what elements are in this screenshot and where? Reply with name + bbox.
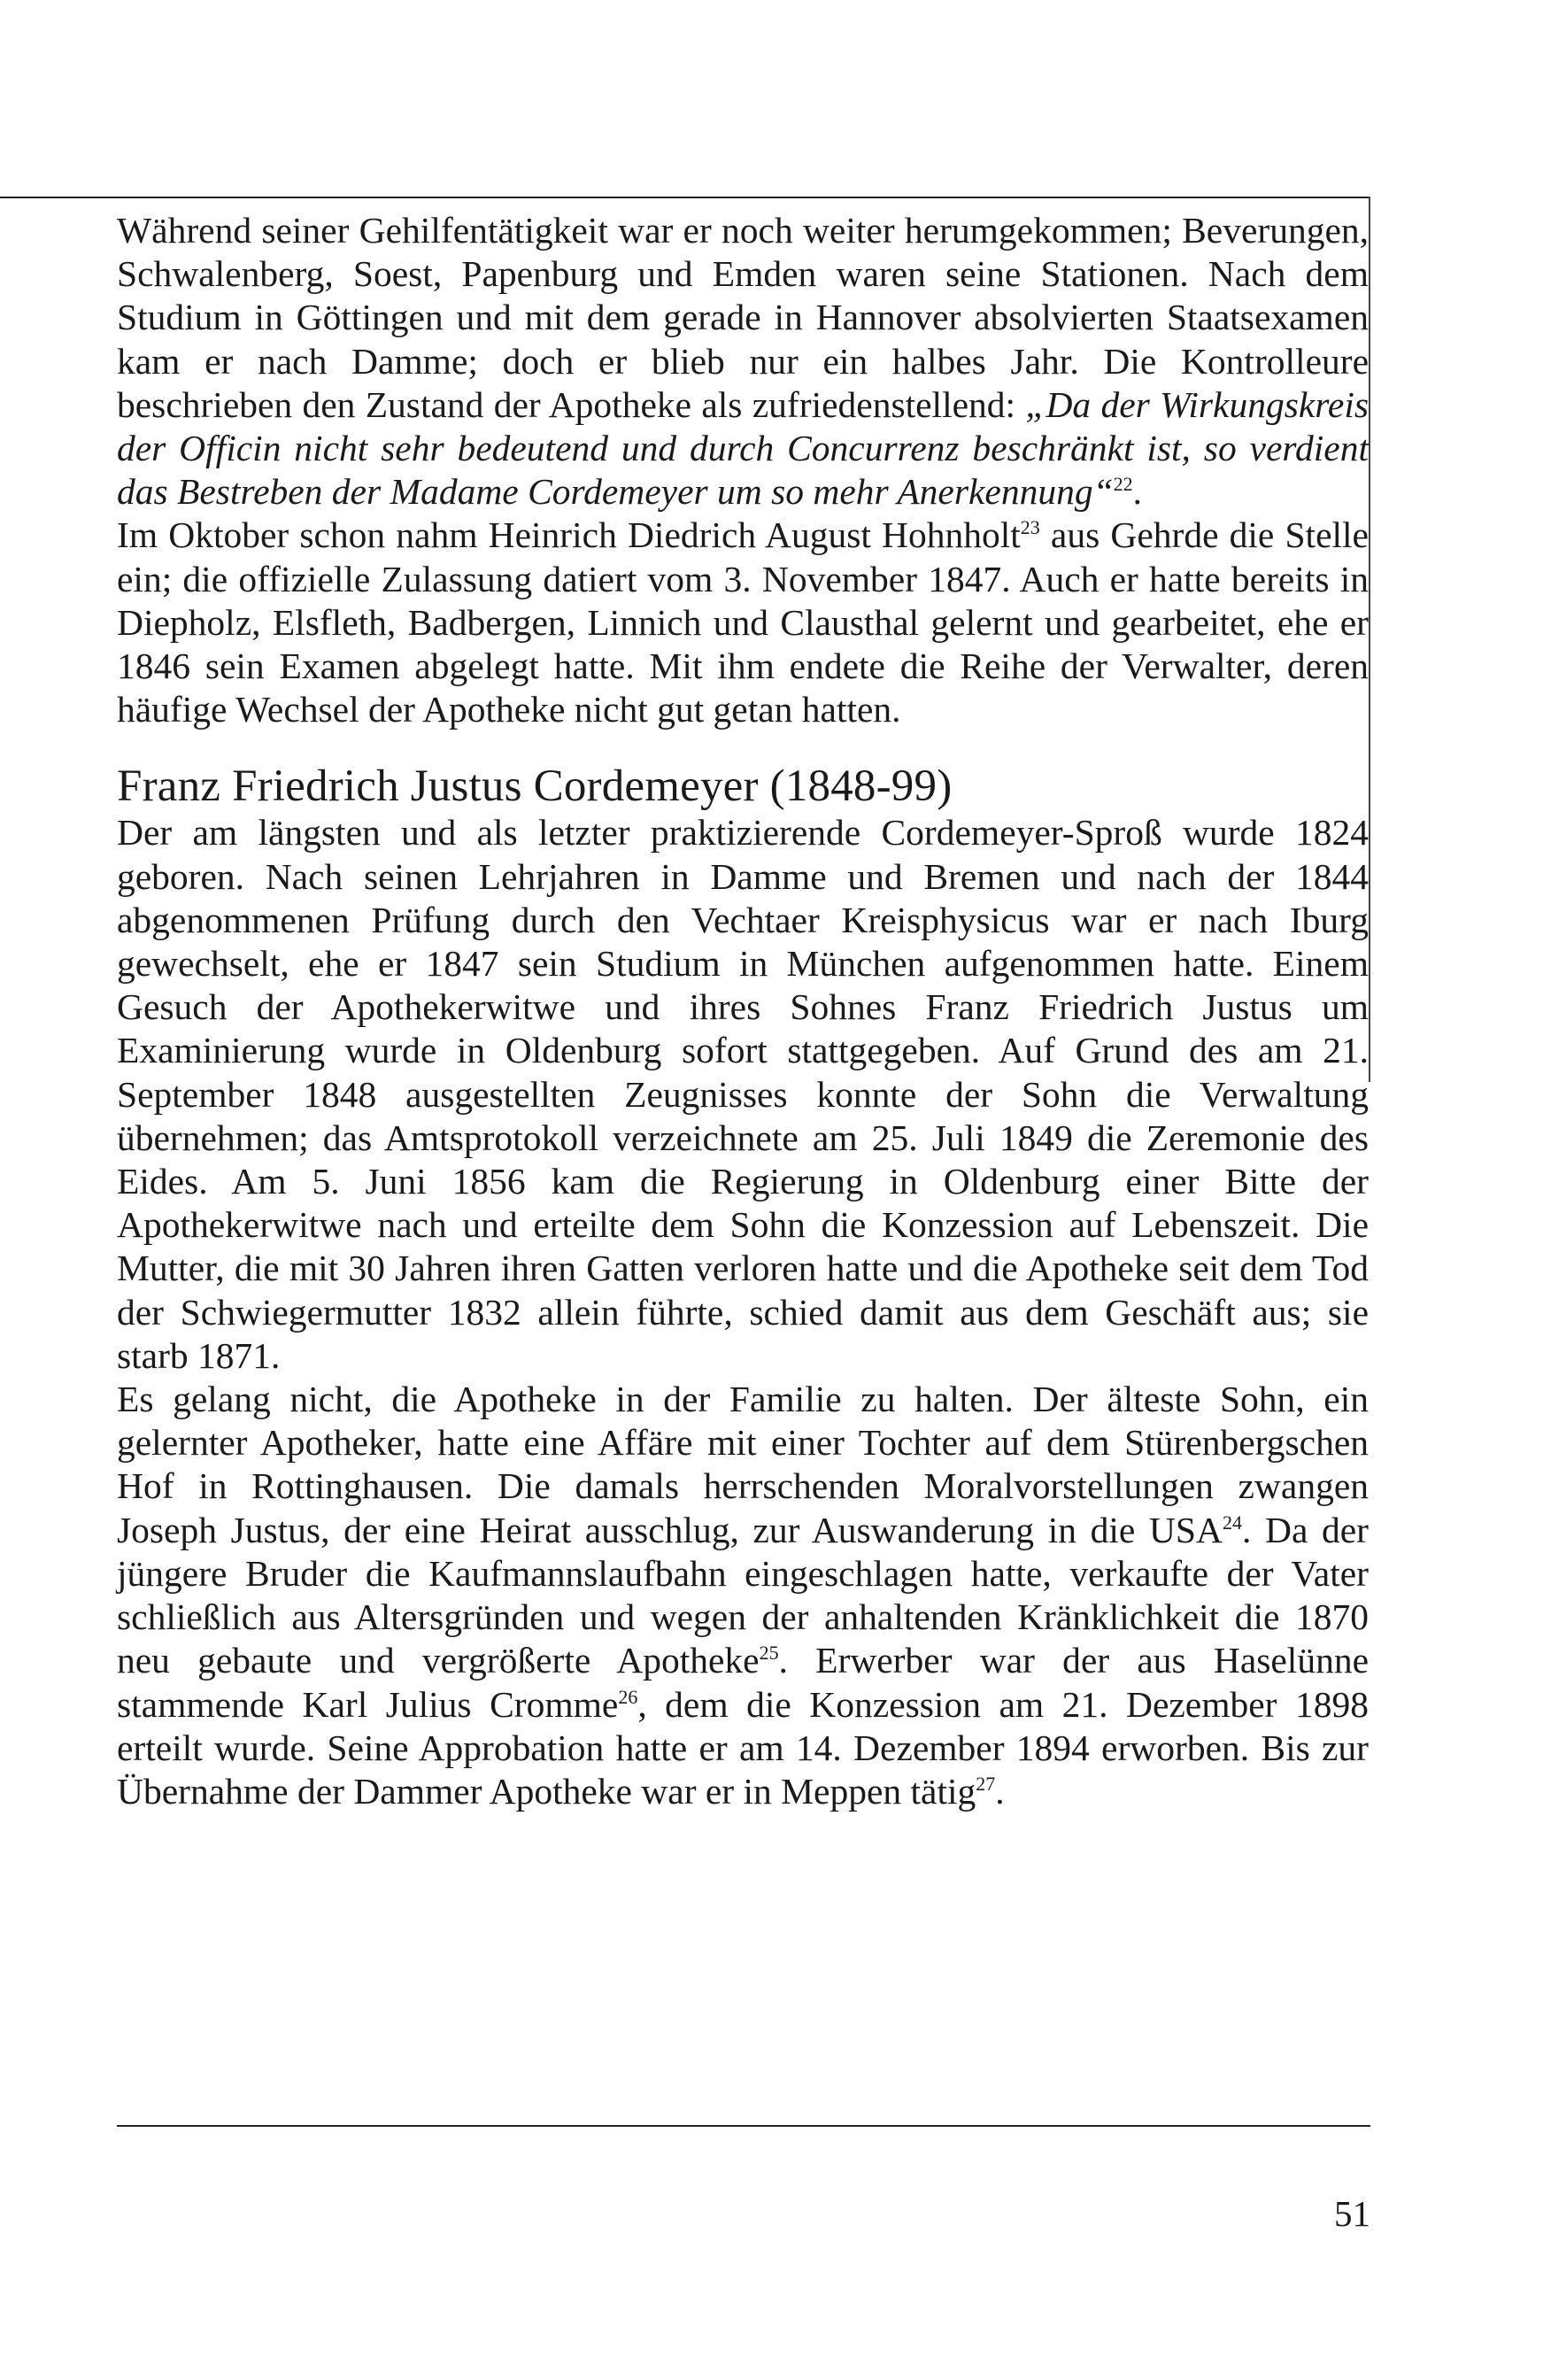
paragraph-text: . [1132, 471, 1143, 513]
footnote-ref: 27 [976, 1773, 996, 1796]
paragraph-text: Es gelang nicht, die Apotheke in der Familie zu halten. Der älteste Sohn, ein gelernter Apotheker, hatte eine Affäre mit einer Tochter auf dem Stürenbergschen Hof in Rottinghausen. Die damals herrschenden Moralvorstellungen zwangen Joseph Justus, der eine Heirat ausschlug, zur Auswanderung in die USA [117, 1379, 1369, 1550]
paragraph [117, 514, 1369, 731]
footnote-ref: 24 [1222, 1511, 1242, 1534]
right-margin-rule [1369, 197, 1370, 1082]
paragraph [117, 209, 1369, 514]
page-number: 51 [1334, 2193, 1370, 2234]
paragraph-text: , dem die Konzession am 21. Dezember 1898 erteilt wurde. Seine Approbation hatte er am 14. Dezember 1894 erworben. Bis zur Übernahme der Dammer Apotheke war er in Meppen tätig [117, 1683, 1369, 1812]
paragraph-text: Während seiner Gehilfentätigkeit war er noch weiter herumgekommen; Beverungen, Schwalenberg, Soest, Papenburg und Emden waren seine Stationen. Nach dem Studium in Göttingen und mit dem gerade in Hannover absolvierten Staatsexamen kam er nach Damme; doch er blieb nur ein halbes Jahr. Die Kontrolleure beschrieben den Zustand der Apotheke als zufriedenstellend: [117, 210, 1369, 425]
paragraph-text: aus Gehrde die Stelle ein; die offizielle Zulassung datiert vom 3. November 1847. Auch er hatte bereits in Diepholz, Elsfleth, Badbergen, Linnich und Clausthal gelernt und gearbeitet, ehe er 1846 sein Examen abgelegt hatte. Mit ihm endete die Reihe der Verwalter, deren häufige Wechsel der Apotheke nicht gut getan hatten. [117, 514, 1369, 730]
paragraph: Der am längsten und als letzter praktizierende Cordemeyer-Sproß wurde 1824 geboren. Nach seinen Lehrjahren in Damme und Bremen und nach der 1844 abgenommenen Prüfung durch den Vechtaer Kreisphysicus war er nach Iburg gewechselt, ehe er 1847 sein Studium in München aufgenommen hatte. Einem Gesuch der Apothekerwitwe und ihres Sohnes Franz Friedrich Justus um Examinierung wurde in Oldenburg sofort stattgegeben. Auf Grund des am 21. September 1848 ausgestellten Zeugnisses konnte der Sohn die Verwaltung übernehmen; das Amtsprotokoll verzeichnete am 25. Juli 1849 die Zeremonie des Eides. Am 5. Juni 1856 kam die Regierung in Oldenburg einer Bitte der Apothekerwitwe nach und erteilte dem Sohn die Konzession auf Lebenszeit. Die Mutter, die mit 30 Jahren ihren Gatten verloren hatte und die Apotheke seit dem Tod der Schwiegermutter 1832 allein führte, schied damit aus dem Geschäft aus; sie starb 1871. [117, 812, 1369, 1376]
paragraph [117, 1378, 1369, 1813]
paragraph-text: . Da der jüngere Bruder die Kaufmannslaufbahn eingeschlagen hatte, verkaufte der Vater schließlich aus Altersgründen und wegen der anhaltenden Kränklichkeit die 1870 neu gebaute und vergrößerte Apotheke [117, 1509, 1369, 1681]
section-heading: Franz Friedrich Justus Cordemeyer (1848-99) [117, 761, 953, 812]
quotation: „Da der Wirkungskreis der Officin nicht sehr bedeutend und durch Concurrenz beschränkt ist, so verdient das Bestreben der Madame Cordemeyer um so mehr Anerkennung“ [117, 383, 1369, 513]
top-rule [0, 197, 1370, 198]
footnote-ref: 26 [618, 1685, 638, 1708]
main-text [117, 209, 1369, 1813]
footnote-ref: 25 [759, 1642, 779, 1665]
paragraph-text: Im Oktober schon nahm Heinrich Diedrich August Hohnholt [117, 514, 1021, 556]
paragraph-text: . Erwerber war der aus Haselünne stammende Karl Julius Cromme [117, 1640, 1370, 1725]
footer-rule [117, 2125, 1370, 2127]
footnote-ref: 22 [1113, 473, 1133, 496]
footnote-ref: 23 [1020, 516, 1040, 539]
paragraph-text: . [995, 1770, 1005, 1812]
